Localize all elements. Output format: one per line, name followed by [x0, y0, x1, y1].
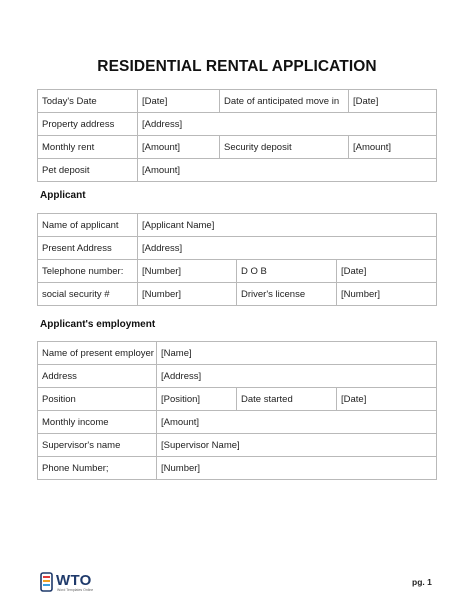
applicant-heading: Applicant	[40, 190, 86, 201]
value-cell[interactable]: [Amount]	[349, 136, 437, 159]
label-cell: Phone Number;	[38, 457, 157, 480]
value-cell[interactable]: [Number]	[337, 283, 437, 306]
table-row	[38, 113, 437, 136]
label-cell: Present Address	[38, 237, 138, 260]
table-row	[38, 411, 437, 434]
applicant-table	[37, 213, 437, 306]
table-row	[38, 260, 437, 283]
label-cell: Driver's license	[237, 283, 337, 306]
label-cell: Monthly rent	[38, 136, 138, 159]
value-cell[interactable]: [Number]	[157, 457, 437, 480]
table-row	[38, 457, 437, 480]
value-cell[interactable]: [Address]	[138, 113, 437, 136]
document-phone-icon	[40, 572, 54, 592]
label-cell: Monthly income	[38, 411, 157, 434]
value-cell[interactable]: [Date]	[337, 260, 437, 283]
table-row	[38, 159, 437, 182]
label-cell: D O B	[237, 260, 337, 283]
wto-logo	[40, 572, 96, 594]
table-row	[38, 136, 437, 159]
value-cell[interactable]: [Number]	[138, 283, 237, 306]
logo-text: WTO	[56, 572, 92, 589]
table-row	[38, 388, 437, 411]
table-row	[38, 237, 437, 260]
value-cell[interactable]: [Applicant Name]	[138, 214, 437, 237]
label-cell: Pet deposit	[38, 159, 138, 182]
value-cell[interactable]: [Date]	[349, 90, 437, 113]
value-cell[interactable]: [Address]	[157, 365, 437, 388]
value-cell[interactable]: [Address]	[138, 237, 437, 260]
value-cell[interactable]: [Date]	[138, 90, 220, 113]
label-cell: Property address	[38, 113, 138, 136]
value-cell[interactable]: [Amount]	[157, 411, 437, 434]
table-row	[38, 90, 437, 113]
table-row	[38, 434, 437, 457]
logo-subtext: Word Templates Online	[57, 588, 94, 592]
label-cell: Position	[38, 388, 157, 411]
label-cell: Date of anticipated move in	[220, 90, 349, 113]
label-cell: Supervisor's name	[38, 434, 157, 457]
employment-heading: Applicant's employment	[40, 319, 156, 330]
table-row	[38, 342, 437, 365]
label-cell: Name of present employer	[38, 342, 157, 365]
label-cell: social security #	[38, 283, 138, 306]
label-cell: Name of applicant	[38, 214, 138, 237]
value-cell[interactable]: [Date]	[337, 388, 437, 411]
label-cell: Today's Date	[38, 90, 138, 113]
document-title: RESIDENTIAL RENTAL APPLICATION	[97, 58, 377, 75]
value-cell[interactable]: [Number]	[138, 260, 237, 283]
label-cell: Date started	[237, 388, 337, 411]
value-cell[interactable]: [Supervisor Name]	[157, 434, 437, 457]
value-cell[interactable]: [Amount]	[138, 159, 437, 182]
page-number: pg. 1	[412, 577, 432, 587]
label-cell: Security deposit	[220, 136, 349, 159]
table-row	[38, 283, 437, 306]
property-table	[37, 89, 437, 182]
label-cell: Address	[38, 365, 157, 388]
table-row	[38, 365, 437, 388]
label-cell: Telephone number:	[38, 260, 138, 283]
value-cell[interactable]: [Amount]	[138, 136, 220, 159]
table-row	[38, 214, 437, 237]
value-cell[interactable]: [Name]	[157, 342, 437, 365]
employment-table	[37, 341, 437, 480]
value-cell[interactable]: [Position]	[157, 388, 237, 411]
